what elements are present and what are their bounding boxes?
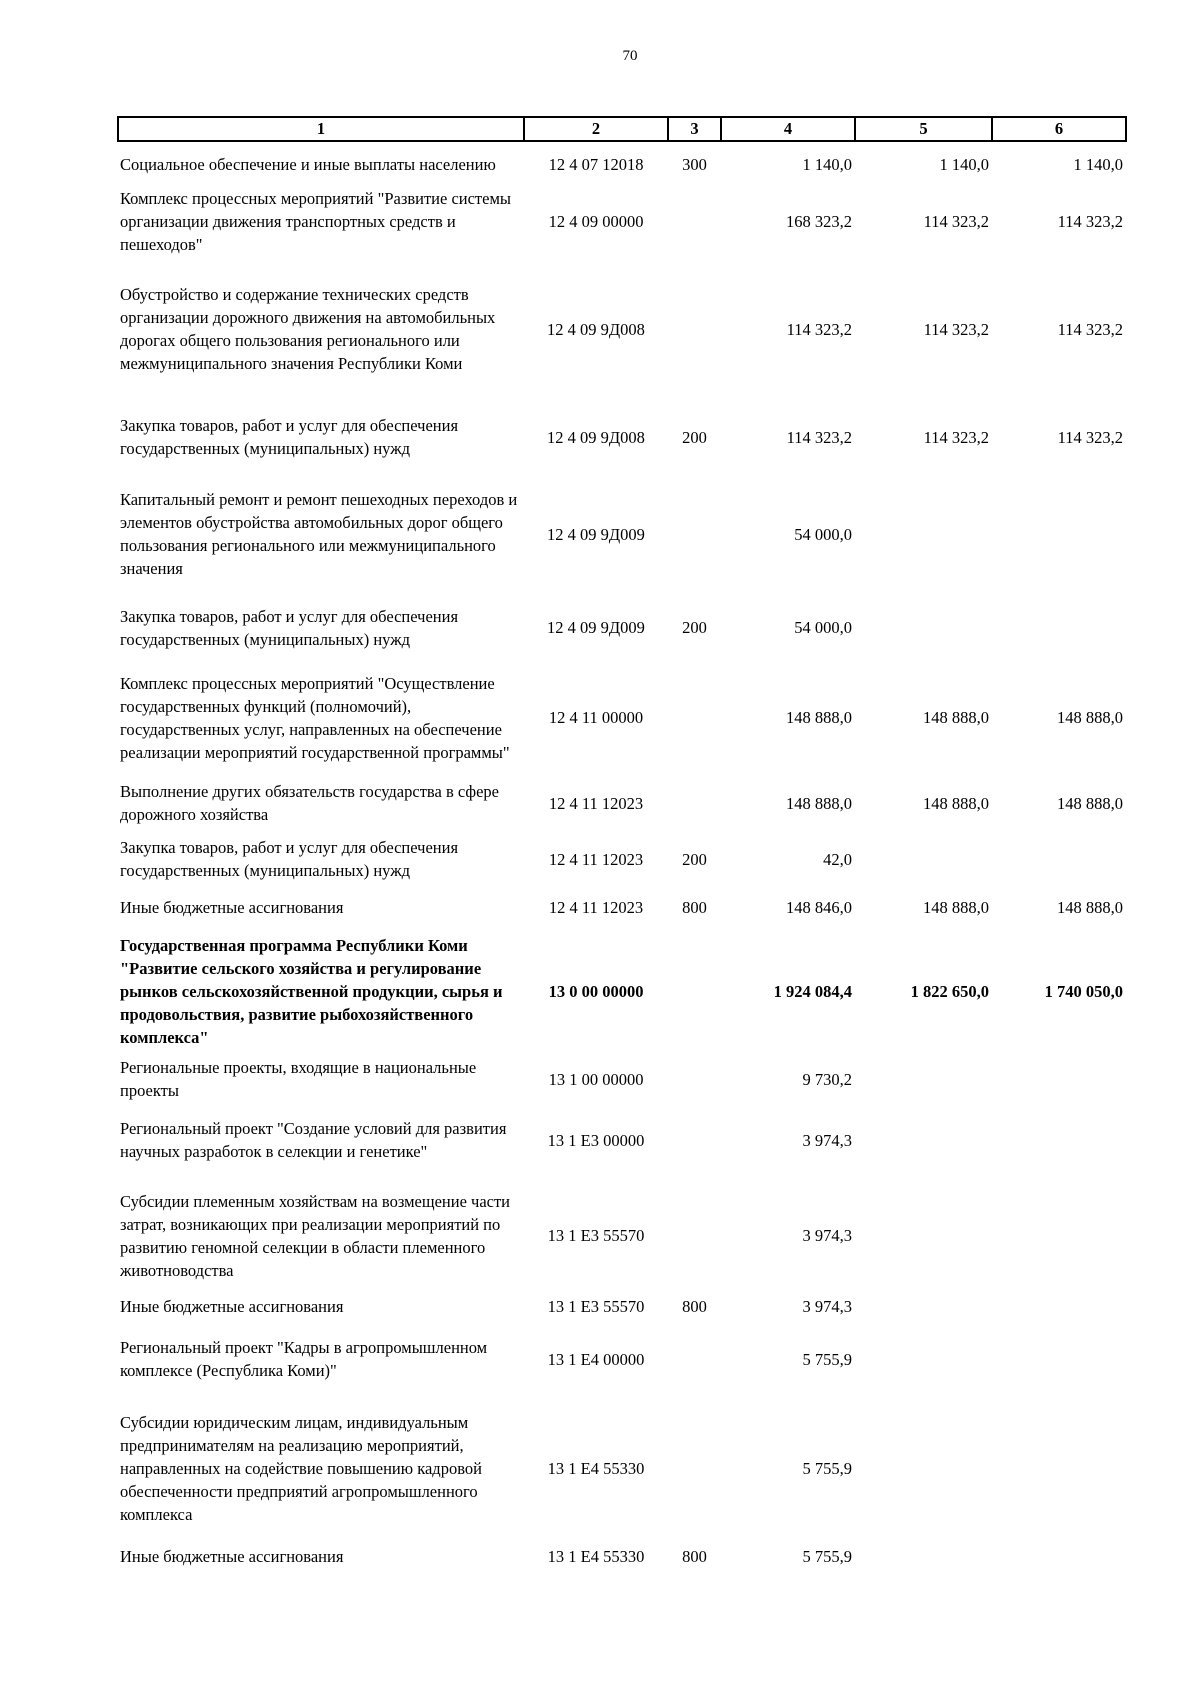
row-value-2: 1 140,0 xyxy=(939,155,989,174)
row-name: Региональные проекты, входящие в национальные проекты xyxy=(120,1058,477,1100)
row-value-2 xyxy=(855,1056,992,1102)
row-value-2 xyxy=(855,830,992,888)
header-col-3: 3 xyxy=(668,117,721,141)
row-expense-type xyxy=(668,256,721,402)
row-expense-type: 200 xyxy=(682,849,707,869)
row-value-1: 168 323,2 xyxy=(786,212,852,231)
row-expense-type xyxy=(668,472,721,596)
budget-table xyxy=(117,116,1127,1574)
row-expense-type xyxy=(668,1178,721,1293)
row-value-3: 148 888,0 xyxy=(1057,793,1123,813)
table-row xyxy=(118,1538,1126,1574)
row-value-2 xyxy=(855,1102,992,1178)
row-value-3 xyxy=(992,596,1126,659)
row-name: Субсидии юридическим лицам, индивидуальным предпринимателям на реализацию мероприятий, направленных на содействие повышению кадровой обеспеченности предприятий агропромышленного комплекса xyxy=(120,1413,482,1524)
row-value-1: 148 846,0 xyxy=(786,897,852,917)
row-value-1: 3 974,3 xyxy=(802,1226,852,1245)
row-value-3: 148 888,0 xyxy=(1057,897,1123,917)
row-value-3 xyxy=(992,1293,1126,1319)
row-value-1: 3 974,3 xyxy=(802,1130,852,1150)
table-row xyxy=(118,402,1126,472)
row-name: Комплекс процессных мероприятий "Осуществление государственных функций (полномочий), государственных услуг, направленных на обеспечение реализации мероприятий государственной программы" xyxy=(120,673,510,762)
row-value-2: 148 888,0 xyxy=(923,897,989,917)
row-expense-type xyxy=(668,187,721,256)
table-row xyxy=(118,141,1126,187)
row-value-1: 54 000,0 xyxy=(794,524,852,544)
row-code: 12 4 09 9Д009 xyxy=(547,618,645,637)
header-col-1: 1 xyxy=(118,117,524,141)
row-expense-type xyxy=(668,776,721,830)
header-col-6: 6 xyxy=(992,117,1126,141)
header-col-4: 4 xyxy=(721,117,855,141)
row-value-2 xyxy=(855,1538,992,1574)
row-value-1: 5 755,9 xyxy=(802,1546,852,1566)
row-name: Региональный проект "Создание условий для развития научных разработок в селекции и генетике" xyxy=(120,1119,507,1161)
table-row xyxy=(118,596,1126,659)
row-value-3 xyxy=(992,1178,1126,1293)
row-name: Иные бюджетные ассигнования xyxy=(120,897,344,917)
row-value-2: 114 323,2 xyxy=(923,212,989,231)
row-value-1: 1 924 084,4 xyxy=(773,981,852,1001)
table-row xyxy=(118,256,1126,402)
row-value-3 xyxy=(992,1538,1126,1574)
row-value-2 xyxy=(855,472,992,596)
row-name: Иные бюджетные ассигнования xyxy=(120,1296,344,1316)
row-expense-type: 200 xyxy=(682,427,707,447)
row-value-2 xyxy=(855,596,992,659)
row-value-3 xyxy=(992,472,1126,596)
row-expense-type: 800 xyxy=(682,1546,707,1566)
row-code: 12 4 11 12023 xyxy=(548,793,644,813)
row-name: Региональный проект "Кадры в агропромышленном комплексе (Республика Коми)" xyxy=(120,1338,488,1380)
row-code: 12 4 11 12023 xyxy=(548,849,644,869)
row-value-1: 3 974,3 xyxy=(802,1296,852,1316)
header-col-5: 5 xyxy=(855,117,992,141)
row-name: Обустройство и содержание технических средств организации дорожного движения на автомобильных дорогах общего пользования регионального или межмуниципального значения Республики Коми xyxy=(120,285,496,373)
row-code: 13 1 Е3 55570 xyxy=(547,1296,645,1316)
row-value-2: 1 822 650,0 xyxy=(910,981,989,1001)
row-value-2: 114 323,2 xyxy=(923,319,989,339)
table-row xyxy=(118,187,1126,256)
row-value-2: 148 888,0 xyxy=(923,793,989,813)
row-value-3 xyxy=(992,1319,1126,1399)
row-value-1: 9 730,2 xyxy=(802,1069,852,1089)
row-expense-type xyxy=(668,1102,721,1178)
row-code: 13 1 00 00000 xyxy=(548,1069,644,1089)
row-value-2 xyxy=(855,1319,992,1399)
row-value-2 xyxy=(855,1399,992,1538)
row-value-3 xyxy=(992,1056,1126,1102)
row-name: Государственная программа Республики Коми "Развитие сельского хозяйства и регулирование рынков сельскохозяйственной продукции, сырья и продовольствия, развитие рыбохозяйственного комплекса" xyxy=(120,935,503,1047)
row-code: 12 4 09 00000 xyxy=(548,212,644,231)
row-value-1: 5 755,9 xyxy=(802,1459,852,1478)
row-value-3: 114 323,2 xyxy=(1057,319,1123,339)
row-value-3 xyxy=(992,1399,1126,1538)
row-value-3: 114 323,2 xyxy=(1057,212,1123,231)
row-value-1: 148 888,0 xyxy=(786,708,852,727)
row-value-1: 42,0 xyxy=(823,849,852,869)
row-expense-type xyxy=(668,926,721,1056)
row-name: Комплекс процессных мероприятий "Развитие системы организации движения транспортных средств и пешеходов" xyxy=(120,189,511,254)
row-expense-type xyxy=(668,1319,721,1399)
row-value-3: 148 888,0 xyxy=(1057,708,1123,727)
table-row xyxy=(118,1319,1126,1399)
row-value-3 xyxy=(992,830,1126,888)
row-code: 12 4 11 00000 xyxy=(548,708,644,727)
row-name: Закупка товаров, работ и услуг для обеспечения государственных (муниципальных) нужд xyxy=(120,606,459,649)
row-value-3: 1 140,0 xyxy=(1073,155,1123,174)
row-value-3: 114 323,2 xyxy=(1057,427,1123,447)
row-value-1: 1 140,0 xyxy=(802,155,852,174)
row-expense-type xyxy=(668,1056,721,1102)
row-value-2: 114 323,2 xyxy=(923,427,989,447)
row-code: 13 0 00 00000 xyxy=(548,981,644,1001)
row-value-1: 148 888,0 xyxy=(786,793,852,813)
table-row xyxy=(118,776,1126,830)
row-name: Социальное обеспечение и иные выплаты населению xyxy=(120,155,496,174)
row-code: 12 4 09 9Д008 xyxy=(547,319,645,339)
row-name: Выполнение других обязательств государства в сфере дорожного хозяйства xyxy=(120,782,499,824)
row-name: Субсидии племенным хозяйствам на возмещение части затрат, возникающих при реализации мероприятий по развитию геномной селекции в области племенного животноводства xyxy=(120,1191,511,1280)
row-expense-type: 300 xyxy=(682,155,707,174)
row-value-2 xyxy=(855,1178,992,1293)
row-code: 12 4 09 9Д008 xyxy=(547,427,645,447)
row-name: Иные бюджетные ассигнования xyxy=(120,1546,344,1566)
row-code: 13 1 Е4 55330 xyxy=(547,1459,645,1478)
row-value-1: 114 323,2 xyxy=(786,319,852,339)
header-col-2: 2 xyxy=(524,117,668,141)
row-code: 13 1 Е4 00000 xyxy=(547,1349,645,1369)
page-number: 70 xyxy=(622,48,638,64)
table-row xyxy=(118,1056,1126,1102)
table-row xyxy=(118,888,1126,926)
row-code: 13 1 Е3 55570 xyxy=(547,1226,645,1245)
row-name: Закупка товаров, работ и услуг для обеспечения государственных (муниципальных) нужд xyxy=(120,416,459,458)
row-code: 12 4 11 12023 xyxy=(548,897,644,917)
row-expense-type: 200 xyxy=(682,618,707,637)
table-row xyxy=(118,1399,1126,1538)
row-expense-type xyxy=(668,1399,721,1538)
row-value-3: 1 740 050,0 xyxy=(1044,981,1123,1001)
row-code: 12 4 09 9Д009 xyxy=(547,524,645,544)
row-code: 13 1 Е3 00000 xyxy=(547,1130,645,1150)
table-row xyxy=(118,1293,1126,1319)
table-row xyxy=(118,472,1126,596)
row-expense-type xyxy=(668,659,721,776)
table-row xyxy=(118,926,1126,1056)
row-name: Закупка товаров, работ и услуг для обеспечения государственных (муниципальных) нужд xyxy=(120,838,459,880)
table-row xyxy=(118,1102,1126,1178)
row-value-3 xyxy=(992,1102,1126,1178)
row-value-1: 114 323,2 xyxy=(786,427,852,447)
row-code: 12 4 07 12018 xyxy=(548,155,644,174)
row-value-2: 148 888,0 xyxy=(923,708,989,727)
row-value-1: 5 755,9 xyxy=(802,1349,852,1369)
table-header-row xyxy=(118,117,1126,141)
row-expense-type: 800 xyxy=(682,1296,707,1316)
row-value-2 xyxy=(855,1293,992,1319)
row-expense-type: 800 xyxy=(682,897,707,917)
table-row xyxy=(118,1178,1126,1293)
row-code: 13 1 Е4 55330 xyxy=(547,1546,645,1566)
row-value-1: 54 000,0 xyxy=(794,618,852,637)
table-row xyxy=(118,830,1126,888)
table-row xyxy=(118,659,1126,776)
row-name: Капитальный ремонт и ремонт пешеходных переходов и элементов обустройства автомобильных дорог общего пользования регионального или межмуниципального значения xyxy=(120,490,518,578)
